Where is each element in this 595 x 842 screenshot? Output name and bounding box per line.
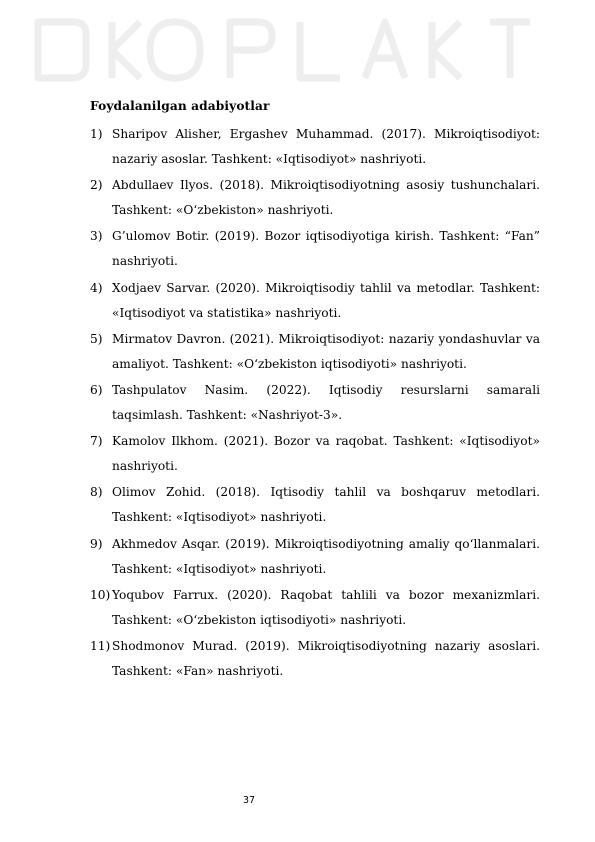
- reference-text: G’ulomov Botir. (2019). Bozor iqtisodiyotiga kirish. Tashkent: “Fan” nashriyoti.: [112, 229, 540, 269]
- reference-item: [90, 378, 540, 428]
- reference-item: [90, 532, 540, 582]
- reference-text: Mirmatov Davron. (2021). Mikroiqtisodiyot: nazariy yondashuvlar va amaliyot. Tashkent: «O‘zbekiston iqtisodiyoti» nashriyoti.: [112, 331, 540, 371]
- reference-item: [90, 173, 540, 223]
- reference-number: 2): [90, 178, 103, 193]
- reference-text: Tashpulatov Nasim. (2022). Iqtisodiy resurslarni samarali taqsimlash. Tashkent: «Nashriyot-3».: [112, 383, 540, 422]
- reference-number: 3): [90, 229, 103, 244]
- reference-text: Olimov Zohid. (2018). Iqtisodiy tahlil va boshqaruv metodlari. Tashkent: «Iqtisodiyot» nashriyoti.: [112, 485, 540, 525]
- reference-number: 5): [90, 331, 103, 346]
- reference-text: Abdullaev Ilyos. (2018). Mikroiqtisodiyotning asosiy tushunchalari. Tashkent: «O‘zbekiston» nashriyoti.: [112, 178, 540, 218]
- reference-text: Yoqubov Farrux. (2020). Raqobat tahlili va bozor mexanizmlari. Tashkent: «O‘zbekiston iqtisodiyoti» nashriyoti.: [112, 587, 540, 627]
- references-list: [90, 122, 540, 685]
- reference-item: [90, 429, 540, 479]
- reference-item: [90, 122, 540, 172]
- reference-number: 6): [90, 383, 103, 398]
- reference-item: [90, 583, 540, 633]
- page-number: 37: [243, 795, 256, 806]
- reference-number: 1): [90, 127, 103, 141]
- references-heading: Foydalanilgan adabiyotlar: [90, 99, 270, 113]
- reference-item: [90, 634, 540, 684]
- reference-number: 7): [90, 434, 103, 449]
- reference-item: [90, 224, 540, 274]
- reference-number: 9): [90, 536, 103, 551]
- reference-number: 11): [90, 639, 111, 654]
- reference-item: [90, 480, 540, 530]
- reference-item: [90, 327, 540, 377]
- reference-text: Kamolov Ilkhom. (2021). Bozor va raqobat. Tashkent: «Iqtisodiyot» nashriyoti.: [112, 434, 540, 474]
- reference-text: Shodmonov Murad. (2019). Mikroiqtisodiyotning nazariy asoslari. Tashkent: «Fan» nashriyoti.: [112, 639, 540, 678]
- reference-item: [90, 276, 540, 326]
- reference-number: 8): [90, 485, 103, 500]
- reference-number: 4): [90, 280, 103, 295]
- reference-text: Sharipov Alisher, Ergashev Muhammad. (2017). Mikroiqtisodiyot: nazariy asoslar. Tashkent: «Iqtisodiyot» nashriyoti.: [112, 127, 540, 166]
- reference-number: 10): [90, 587, 111, 602]
- reference-text: Akhmedov Asqar. (2019). Mikroiqtisodiyotning amaliy qo‘llanmalari. Tashkent: «Iqtisodiyot» nashriyoti.: [112, 536, 540, 576]
- reference-text: Xodjaev Sarvar. (2020). Mikroiqtisodiy tahlil va metodlar. Tashkent: «Iqtisodiyot va statistika» nashriyoti.: [112, 280, 540, 320]
